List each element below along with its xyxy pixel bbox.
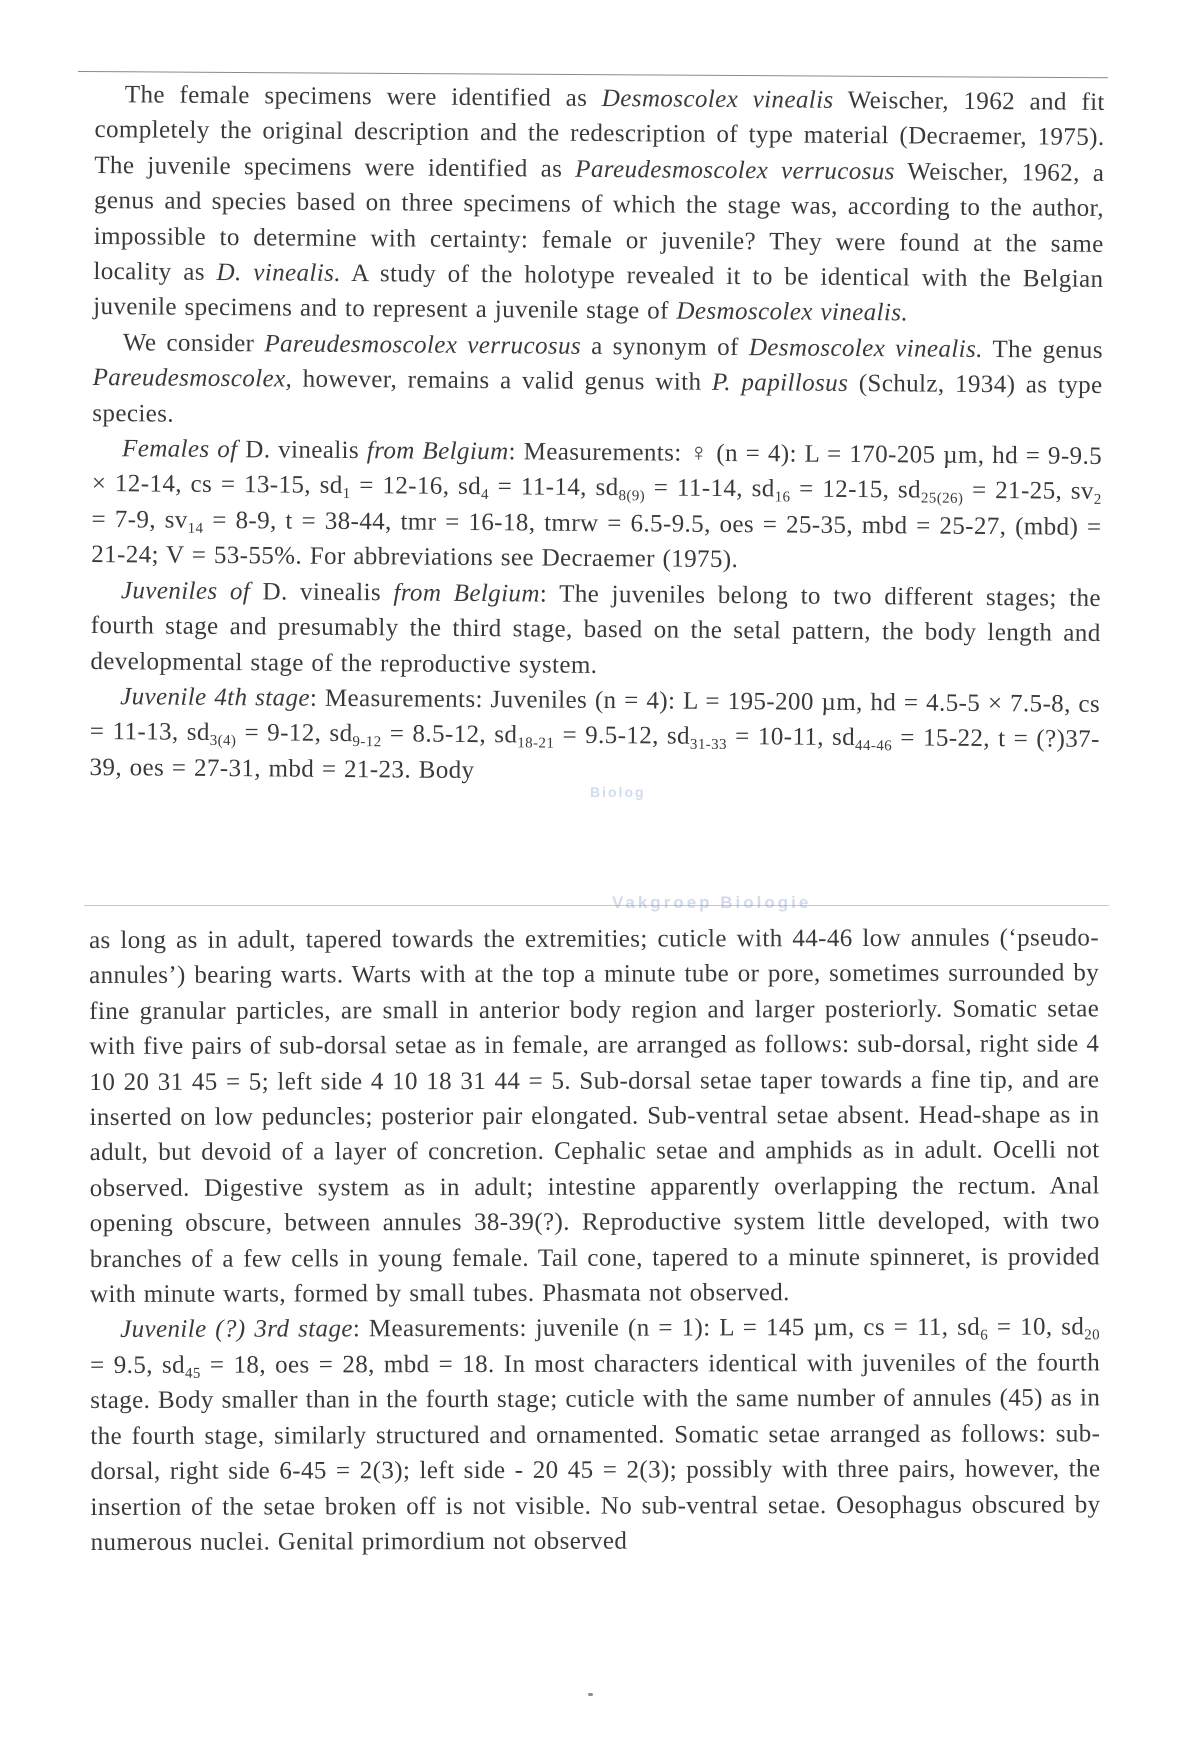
paragraph-synonymy: We consider Pareudesmoscolex verrucosus a synonym of Desmoscolex vinealis. The genus Pareudesmoscolex, however, remains a valid genus with P. papillosus (Schulz, 1934) as type species. [92, 329, 1103, 428]
section-heading: from Belgium [366, 437, 509, 466]
text-block-upper [89, 77, 1105, 793]
paragraph-identification: The female specimens were identified as Desmoscolex vinealis Weischer, 1962 and fit completely the original description and the redescription of type material (Decraemer, 1975). The juvenile specimens were identified as Pareudesmoscolex verrucosus Weischer, 1962, a genus and species based on three specimens of which the stage was, according to the author, impossible to determine with certainty: female or juvenile? They were found at the same locality as D. vinealis. A study of the holotype revealed it to be identical with the Belgian juvenile specimens and to represent a juvenile stage of Desmoscolex vinealis. [93, 81, 1105, 327]
species-name: Desmoscolex vinealis. [748, 333, 983, 363]
text-block-lower [89, 920, 1101, 1560]
species-name: P. papillosus [711, 369, 849, 398]
species-name: Pareudesmoscolex verrucosus [264, 330, 582, 360]
paragraph-juvenile-4th-description: as long as in adult, tapered towards the extremities; cuticle with 44-46 low annules (‘pseudo-annules’) bearing warts. Warts with at the top a minute tube or pore, sometimes surrounded by fine granular particles, are small in anterior body region and larger posteriorly. Somatic setae with five pairs of sub-dorsal setae as in female, are arranged as follows: sub-dorsal, right side 4 10 20 31 45 = 5; left side 4 10 18 31 44 = 5. Sub-dorsal setae taper towards a fine tip, and are inserted on low peduncles; posterior pair elongated. Sub-ventral setae absent. Head-shape as in adult, but devoid of a layer of concretion. Cephalic setae and amphids as in adult. Ocelli not observed. Digestive system as in adult; intestine apparently overlapping the rectum. Anal opening obscure, between annules 38-39(?). Reproductive system little developed, with two branches of a few cells in young female. Tail cone, tapered to a minute spinneret, is provided with minute warts, formed by small tubes. Phasmata not observed. [89, 924, 1100, 1309]
species-name: Desmoscolex vinealis [601, 84, 834, 114]
section-heading: Juveniles of [120, 576, 251, 605]
section-heading: Females of [121, 435, 238, 464]
section-heading: Juvenile (?) 3rd stage [120, 1315, 353, 1344]
species-name: Desmoscolex vinealis. [676, 298, 909, 327]
watermark-top: Biolog [590, 784, 646, 800]
paragraph-juvenile-4th-measurements: Juvenile 4th stage: Measurements: Juveniles (n = 4): L = 195-200 µm, hd = 4.5-5 × 7.5-8, cs = 11-13, $sd_{3(4)} = 9-12$, $sd_{9-12} = 8.5-12$, $sd_{18-21} = 9.5-12$, $sd_{31-33} = 10-11$, $sd_{44-46} = 15-22$, t = (?)37-39, oes = 27-31, mbd = 21-23. Body [89, 683, 1101, 784]
paragraph-female-measurements: Females of D. vinealis from Belgium: Measurements: ♀ (n = 4): L = 170-205 µm, hd = 9-9.5 × 12-14, cs = 13-15, $sd_1 = 12-16$, $sd_4 = 11-14$, $sd_{8(9)} = 11-14$, $sd_{16} = 12-15$, $sd_{25(26)} = 21-25$, $sv_2 = 7-9$, $sv_{14} = 8-9$, t = 38-44, tmr = 16-18, tmrw = 6.5-9.5, oes = 25-35, mbd = 25-27, (mbd) = 21-24; V = 53-55%. For abbreviations see Decraemer (1975). [91, 435, 1103, 574]
section-heading: from Belgium [393, 579, 540, 608]
page-speck [588, 1693, 593, 1696]
species-name: Pareudesmoscolex verrucosus [575, 155, 895, 186]
watermark-bottom: Vakgroep Biologie [612, 893, 812, 912]
section-heading: Juvenile 4th stage [120, 683, 311, 712]
genus-name: Pareudesmoscolex, [92, 364, 293, 393]
paragraph-juvenile-3rd-stage: Juvenile (?) 3rd stage: Measurements: juvenile (n = 1): L = 145 µm, cs = 11, $sd_6 = 10$, $sd_{20} = 9.5$, $sd_{45} = 18$, oes = 28, mbd = 18. In most characters identical with juveniles of the fourth stage. Body smaller than in the fourth stage; cuticle with the same number of annules (45) as in the fourth stage, similarly structured and ornamented. Somatic setae arranged as follows: sub-dorsal, right side 6-45 = 2(3); left side - 20 45 = 2(3); possibly with three pairs, however, the insertion of the setae broken off is not visible. No sub-ventral setae. Oesophagus obscured by numerous nuclei. Genital primordium not observed [90, 1313, 1101, 1556]
paragraph-juveniles-intro: Juveniles of D. vinealis from Belgium: The juveniles belong to two different stages; the fourth stage and presumably the third stage, based on the setal pattern, the body length and developmental stage of the reproductive system. [90, 576, 1102, 679]
species-name: D. vinealis. [216, 258, 342, 287]
page-seam [84, 905, 1109, 906]
